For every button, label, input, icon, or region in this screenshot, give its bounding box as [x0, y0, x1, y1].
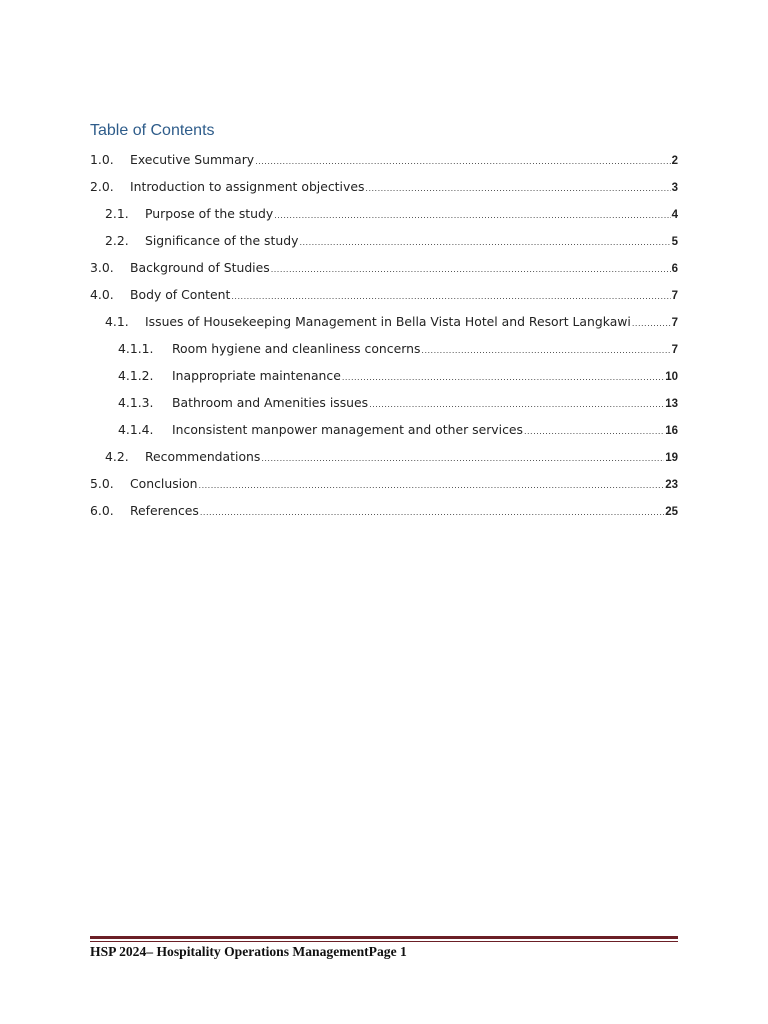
toc-entry[interactable] — [105, 229, 678, 253]
toc-entry-number: 4.1.3. — [118, 395, 154, 410]
toc-dot-leader — [365, 177, 670, 201]
toc-entry-text: Bathroom and Amenities issues — [172, 395, 369, 410]
toc-entry-text: Body of Content — [130, 287, 231, 302]
toc-entry[interactable] — [90, 256, 678, 280]
toc-entry[interactable] — [118, 364, 678, 388]
toc-entry-number: 6.0. — [90, 503, 114, 518]
toc-entry-page: 7 — [671, 290, 678, 302]
toc-dot-leader — [632, 312, 671, 336]
toc-entry[interactable] — [118, 418, 678, 442]
toc-dot-leader — [261, 447, 664, 471]
toc-title: Table of Contents — [90, 122, 215, 139]
toc-dot-leader — [200, 501, 664, 525]
toc-dot-leader — [299, 231, 670, 255]
toc-entry-text: Conclusion — [130, 476, 198, 491]
toc-entry-text: References — [130, 503, 199, 518]
toc-entry-number: 2.0. — [90, 179, 114, 194]
toc-entry-number: 1.0. — [90, 152, 114, 167]
toc-dot-leader — [524, 420, 664, 444]
toc-entry-page: 2 — [671, 155, 678, 167]
toc-entry[interactable] — [105, 310, 678, 334]
toc-entry-page: 4 — [671, 209, 678, 221]
toc-entry[interactable] — [118, 337, 678, 361]
toc-entry-page: 7 — [671, 344, 678, 356]
toc-entry-page: 25 — [665, 506, 678, 518]
toc-entry[interactable] — [105, 202, 678, 226]
footer-text: HSP 2024– Hospitality Operations ManagementPage 1 — [90, 944, 407, 959]
toc-dot-leader — [421, 339, 670, 363]
toc-entry-number: 4.0. — [90, 287, 114, 302]
toc-entry[interactable] — [105, 445, 678, 469]
toc-entry-text: Recommendations — [145, 449, 261, 464]
toc-entry[interactable] — [90, 148, 678, 172]
toc-dot-leader — [255, 150, 670, 174]
toc-entry-text: Issues of Housekeeping Management in Bella Vista Hotel and Resort Langkawi — [145, 314, 631, 329]
toc-dot-leader — [342, 366, 664, 390]
toc-entry-number: 4.1.2. — [118, 368, 154, 383]
toc-dot-leader — [231, 285, 670, 309]
toc-dot-leader — [274, 204, 670, 228]
toc-entry-page: 13 — [665, 398, 678, 410]
toc-dot-leader — [369, 393, 664, 417]
toc-entry-page: 16 — [665, 425, 678, 437]
toc-entry-page: 5 — [671, 236, 678, 248]
toc-entry-number: 4.1.1. — [118, 341, 154, 356]
toc-entry-page: 3 — [671, 182, 678, 194]
toc-entry-page: 10 — [665, 371, 678, 383]
toc-entry-number: 2.2. — [105, 233, 129, 248]
toc-entry-page: 19 — [665, 452, 678, 464]
toc-entry[interactable] — [90, 472, 678, 496]
toc-entry-number: 4.2. — [105, 449, 129, 464]
toc-entry-page: 23 — [665, 479, 678, 491]
toc-entry-text: Room hygiene and cleanliness concerns — [172, 341, 421, 356]
toc-dot-leader — [199, 474, 665, 498]
toc-entry-number: 4.1. — [105, 314, 129, 329]
toc-entry[interactable] — [118, 391, 678, 415]
footer-rule — [90, 936, 678, 939]
toc-entry-text: Background of Studies — [130, 260, 270, 275]
toc-entry-text: Inappropriate maintenance — [172, 368, 341, 383]
toc-entry-page: 7 — [671, 317, 678, 329]
toc-entry-text: Purpose of the study — [145, 206, 274, 221]
toc-entry[interactable] — [90, 175, 678, 199]
toc-dot-leader — [271, 258, 671, 282]
toc-entry-page: 6 — [671, 263, 678, 275]
toc-entry-number: 5.0. — [90, 476, 114, 491]
toc-entry[interactable] — [90, 499, 678, 523]
footer-rule-thin — [90, 941, 678, 942]
toc-entry-text: Executive Summary — [130, 152, 255, 167]
toc-entry-number: 3.0. — [90, 260, 114, 275]
toc-entry-text: Inconsistent manpower management and other services — [172, 422, 523, 437]
toc-entry[interactable] — [90, 283, 678, 307]
toc-entry-number: 4.1.4. — [118, 422, 154, 437]
toc-entry-text: Significance of the study — [145, 233, 299, 248]
toc-entry-text: Introduction to assignment objectives — [130, 179, 365, 194]
toc-entry-number: 2.1. — [105, 206, 129, 221]
